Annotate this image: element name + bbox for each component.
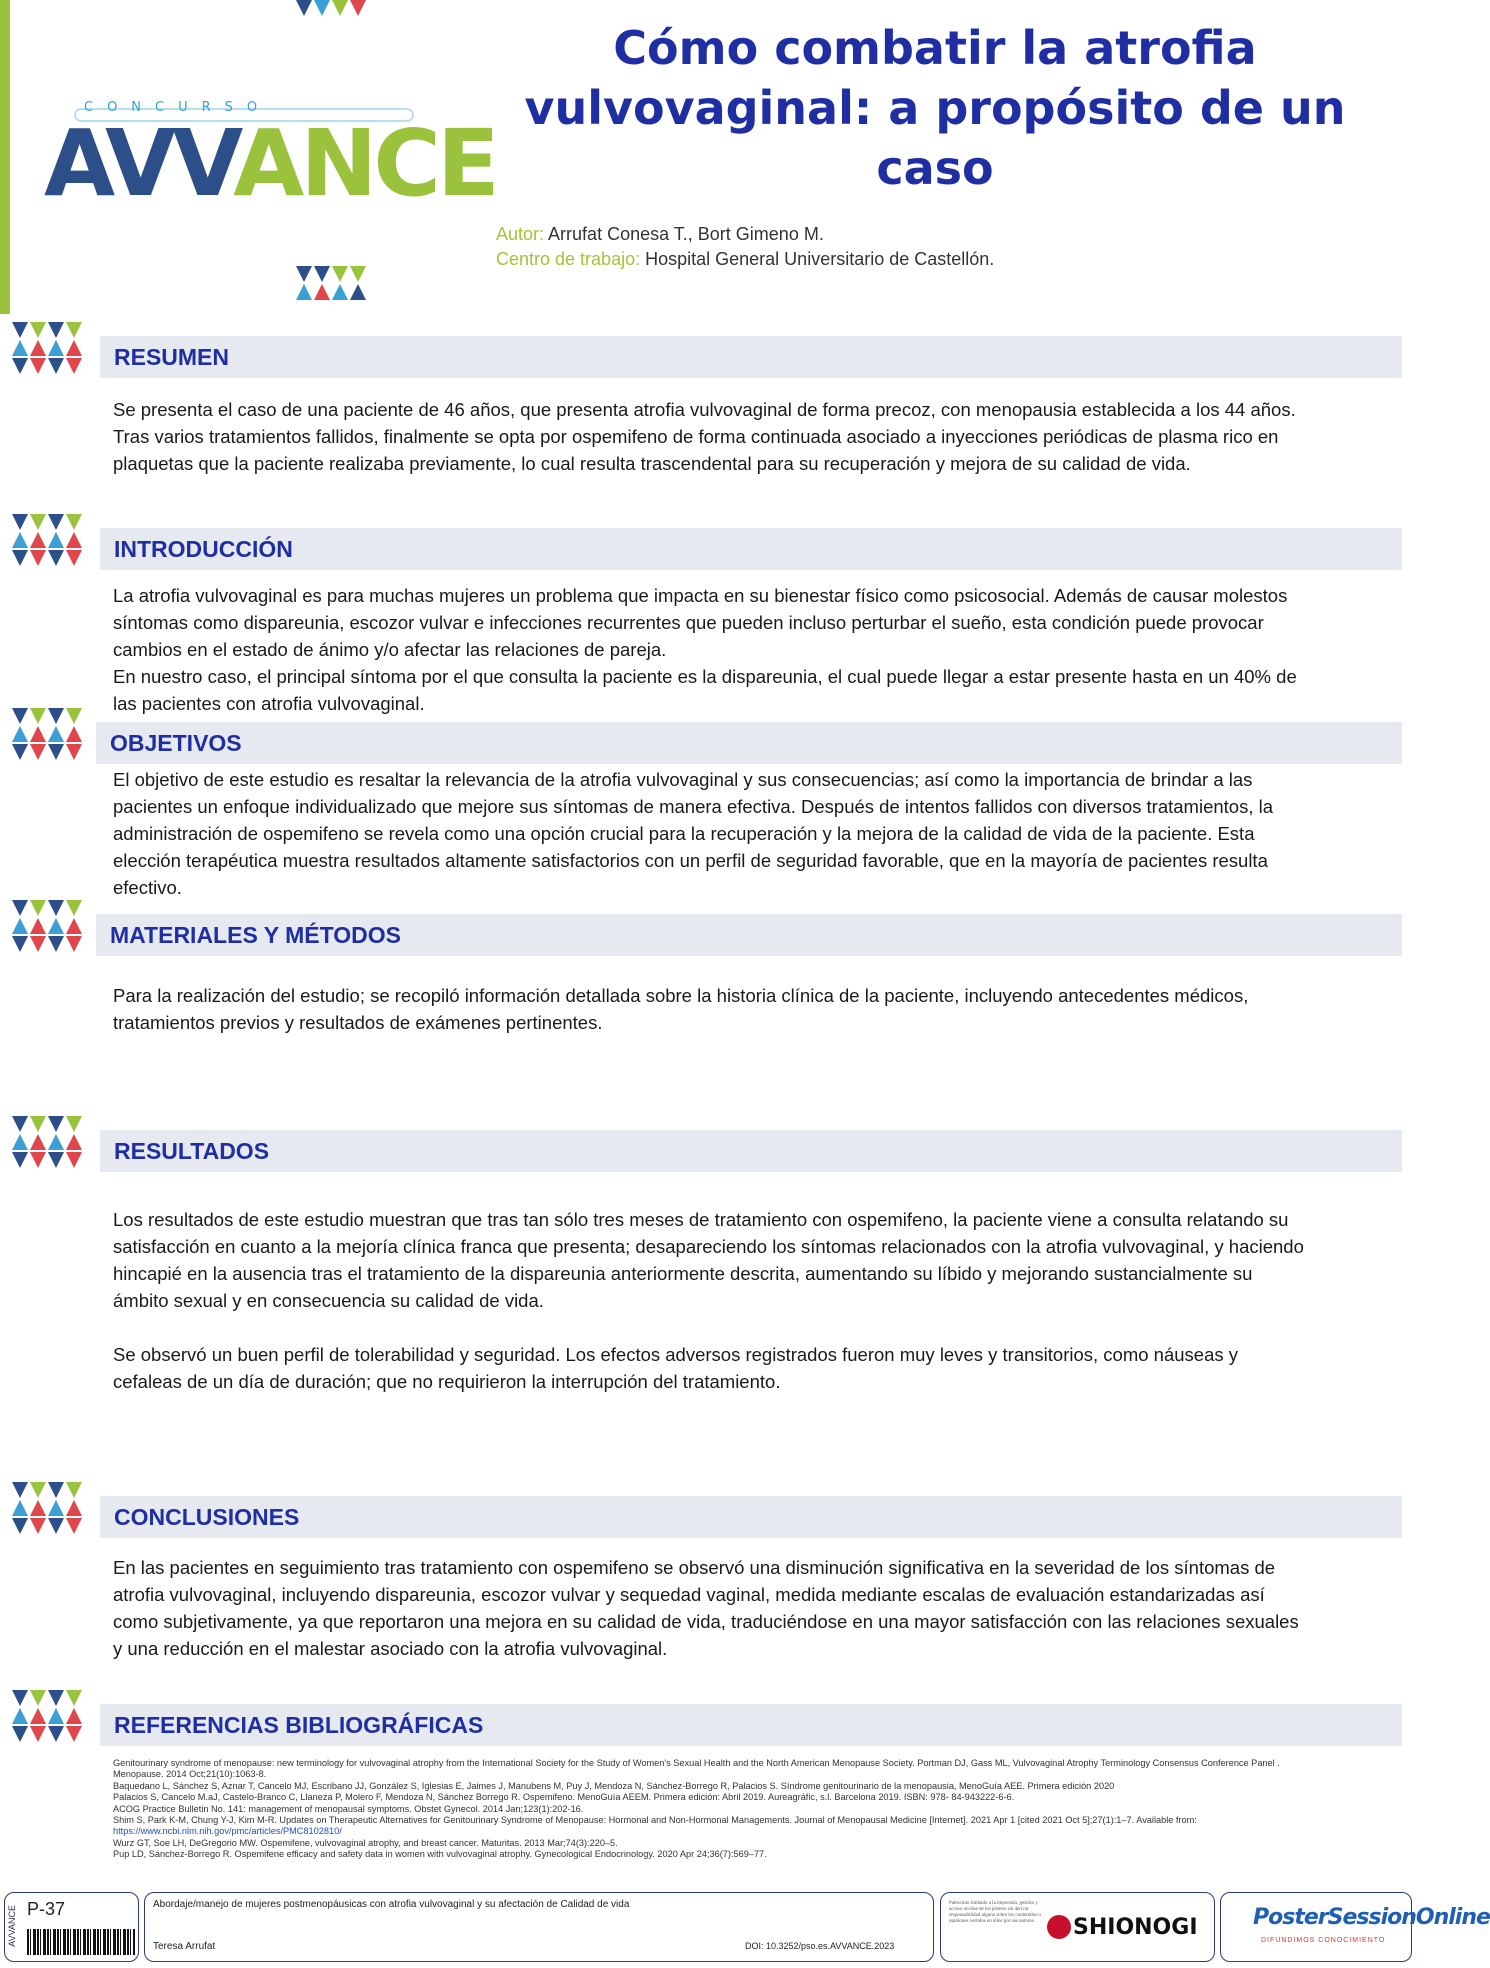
section-title: REFERENCIAS BIBLIOGRÁFICAS — [114, 1712, 484, 1738]
logo-word-b: ANCE — [233, 110, 496, 217]
center-label: Centro de trabajo: — [496, 249, 641, 269]
avvance-logo — [44, 100, 496, 217]
section-icon — [12, 1116, 82, 1168]
section-icon — [12, 514, 82, 566]
section-body — [113, 1206, 1308, 1395]
section-header — [100, 336, 1402, 378]
reference-item: Pup LD, Sánchez-Borrego R. Ospemifene efficacy and safety data in women with vulvovaginal atrophy. Gynecological Endocrinology. 2020 Apr 24;36(7):569–77. — [113, 1849, 767, 1860]
reference-item: Genitourinary syndrome of menopause: new terminology for vulvovaginal atrophy from the International Society for the Study of Women's Sexual Health and the North American Menopause Society. Portman DJ, Gass ML, Vulvovaginal Atrophy Terminology Consensus Conference Panel . Menopause. 2014 Oct;21(10):1063-8. — [113, 1758, 1280, 1780]
reference-item: ACOG Practice Bulletin No. 141: management of menopausal symptoms. Obstet Gynecol. 2014 Jan;123(1):202-16. — [113, 1803, 584, 1814]
barcode-icon — [27, 1929, 135, 1955]
reference-item: Palacios S, Cancelo M.aJ, Castelo-Branco C, Llaneza P, Molero F, Mendoza N, Sánchez Borrego R. Ospemifeno. MenoGuía AEEM. Primera edición: Abril 2019. Aureagráfic, s.l. Barcelona 2019. ISBN: 978- 84-943222-6-6. — [113, 1792, 1015, 1803]
decorative-triangles-top — [296, 0, 366, 16]
footer-author: Teresa Arrufat — [153, 1941, 216, 1952]
footer-poster-title: Abordaje/manejo de mujeres postmenopáusicas con atrofia vulvovaginal y su afectación de Calidad de vida — [153, 1899, 630, 1910]
section-body — [113, 396, 1308, 477]
footer-vertical-label: AVVANCE — [7, 1905, 17, 1947]
section-body — [113, 1554, 1308, 1662]
footer-code-box — [4, 1892, 139, 1962]
poster-code: P-37 — [27, 1899, 66, 1919]
author-value: Arrufat Conesa T., Bort Gimeno M. — [548, 224, 824, 244]
paragraph: Se observó un buen perfil de tolerabilidad y seguridad. Los efectos adversos registrados fueron muy leves y transitorios, como náuseas y cefaleas de un día de duración; que no requirieron la interrupción del tratamiento. — [113, 1344, 1239, 1392]
footer — [0, 1886, 1490, 1968]
section-icon — [12, 1690, 82, 1742]
section-body — [113, 582, 1308, 717]
section-header — [100, 1704, 1402, 1746]
paragraph: En nuestro caso, el principal síntoma por el que consulta la paciente es la dispareunia, el cual puede llegar a estar presente hasta en un 40% de las pacientes con atrofia vulvovaginal. — [113, 666, 1297, 714]
section-header — [96, 722, 1402, 764]
section-title: RESULTADOS — [114, 1138, 270, 1164]
paragraph: En las pacientes en seguimiento tras tratamiento con ospemifeno se observó una disminución significativa en la severidad de los síntomas de atrofia vulvovaginal, incluyendo dispareunia, escozor vulvar y sequedad vaginal, medida mediante escalas de evaluación estandarizadas así como subjetivamente, ya que reportaron una mejora en su calidad de vida, traduciéndose en una mayor satisfacción con las relaciones sexuales y una reducción en el malestar asociado con la atrofia vulvovaginal. — [113, 1557, 1299, 1659]
shionogi-logo-icon — [1047, 1915, 1071, 1939]
section-title: CONCLUSIONES — [114, 1504, 300, 1530]
left-accent-bar — [0, 0, 10, 314]
section-title: INTRODUCCIÓN — [114, 536, 293, 562]
section-title: OBJETIVOS — [110, 730, 242, 756]
section-icon — [12, 322, 82, 374]
pso-tagline: DIFUNDIMOS CONOCIMIENTO — [1261, 1937, 1386, 1944]
pso-logo: PosterSessionOnline — [1253, 1905, 1490, 1930]
paragraph: El objetivo de este estudio es resaltar la relevancia de la atrofia vulvovaginal y sus consecuencias; así como la importancia de brindar a las pacientes un enfoque individualizado que mejore sus síntomas de manera efectiva. Después de intentos fallidos con diversos tratamientos, la administración de ospemifeno se revela como una opción crucial para la recuperación y la mejora de la calidad de vida de la paciente. Esta elección terapéutica muestra resultados altamente satisfactorios con un perfil de seguridad favorable, que en la mayoría de pacientes resulta efectivo. — [113, 769, 1274, 898]
reference-item: Baquedano L, Sánchez S, Aznar T, Cancelo MJ, Escribano JJ, González S, Iglesias E, Jaimes J, Manubens M, Puy J, Mendoza N, Sánchez-Borrego R, Palacios S. Síndrome genitourinario de la menopausia, MenoGuía AEE. Primera edición 2020 — [113, 1780, 1115, 1791]
logo-concurso-text: CONCURSO — [84, 100, 272, 115]
section-header — [100, 528, 1402, 570]
paragraph: Para la realización del estudio; se recopiló información detallada sobre la historia clínica de la paciente, incluyendo antecedentes médicos, tratamientos previos y resultados de exámenes pertinentes. — [113, 985, 1249, 1033]
section-header — [100, 1496, 1402, 1538]
section-icon — [12, 1482, 82, 1534]
footer-sponsor-box — [940, 1892, 1215, 1962]
reference-link[interactable]: https://www.ncbi.nlm.nih.gov/pmc/articles/PMC8102810/ — [113, 1826, 342, 1837]
reference-item: Shim S, Park K-M, Chung Y-J, Kim M-R. Updates on Therapeutic Alternatives for Genitourinary Syndrome of Menopause: Hormonal and Non-Hormonal Managements. Journal of Menopausal Medicine [Internet]. 2021 Apr 1 [cited 2021 Oct 5];27(1):1–7. Available from: — [113, 1815, 1197, 1826]
section-title: MATERIALES Y MÉTODOS — [110, 922, 401, 948]
author-label: Autor: — [496, 224, 545, 244]
section-header — [96, 914, 1402, 956]
logo-word-a: AVV — [44, 110, 234, 217]
section-body — [113, 982, 1308, 1036]
section-title: RESUMEN — [114, 344, 230, 370]
footer-doi: DOI: 10.3252/pso.es.AVVANCE.2023 — [745, 1941, 895, 1951]
sponsor-note: Patrocinio limitado a la impresión, gestión y acceso on-line de los pósters sin derivar responsabilidad alguna sobre los contenidos u opiniones vertidos en ellos por sus autores. — [949, 1901, 1041, 1924]
reference-item: Wurz GT, Soe LH, DeGregorio MW. Ospemifene, vulvovaginal atrophy, and breast cancer. Maturitas. 2013 Mar;74(3):220–5. — [113, 1837, 618, 1848]
references-list — [113, 1758, 1308, 1861]
paragraph: La atrofia vulvovaginal es para muchas mujeres un problema que impacta en su bienestar físico como psicosocial. Además de causar molestos síntomas como dispareunia, escozor vulvar e infecciones recurrentes que pueden incluso perturbar el sueño, esta condición puede provocar cambios en el estado de ánimo y/o afectar las relaciones de pareja. — [113, 585, 1288, 660]
paragraph: Los resultados de este estudio muestran que tras tan sólo tres meses de tratamiento con ospemifeno, la paciente viene a consulta relatando su satisfacción en cuanto a la mejoría clínica franca que presenta; desapareciendo los síntomas relacionados con la atrofia vulvovaginal, y haciendo hincapié en la ausencia tras el tratamiento de la dispareunia anteriormente descrita, aumentando su líbido y mejorando sustancialmente su ámbito sexual y en consecuencia su calidad de vida. — [113, 1209, 1304, 1311]
footer-pso-box — [1220, 1892, 1490, 1962]
sponsor-name: SHIONOGI — [1073, 1915, 1198, 1940]
section-header — [100, 1130, 1402, 1172]
section-icon — [12, 900, 82, 952]
decorative-triangles-header — [296, 266, 366, 300]
section-body — [113, 766, 1308, 901]
poster-title: Cómo combatir la atrofia vulvovaginal: a propósito de un caso — [524, 21, 1346, 195]
footer-info-box — [144, 1892, 934, 1962]
section-icon — [12, 708, 82, 760]
authors-block — [496, 222, 994, 272]
paragraph: Se presenta el caso de una paciente de 46 años, que presenta atrofia vulvovaginal de forma precoz, con menopausia establecida a los 44 años. Tras varios tratamientos fallidos, finalmente se opta por ospemifeno de forma continuada asociado a inyecciones periódicas de plasma rico en plaquetas que la paciente realizaba previamente, lo cual resulta trascendental para su recuperación y mejora de su calidad de vida. — [113, 399, 1296, 474]
center-value: Hospital General Universitario de Castellón. — [645, 249, 995, 269]
